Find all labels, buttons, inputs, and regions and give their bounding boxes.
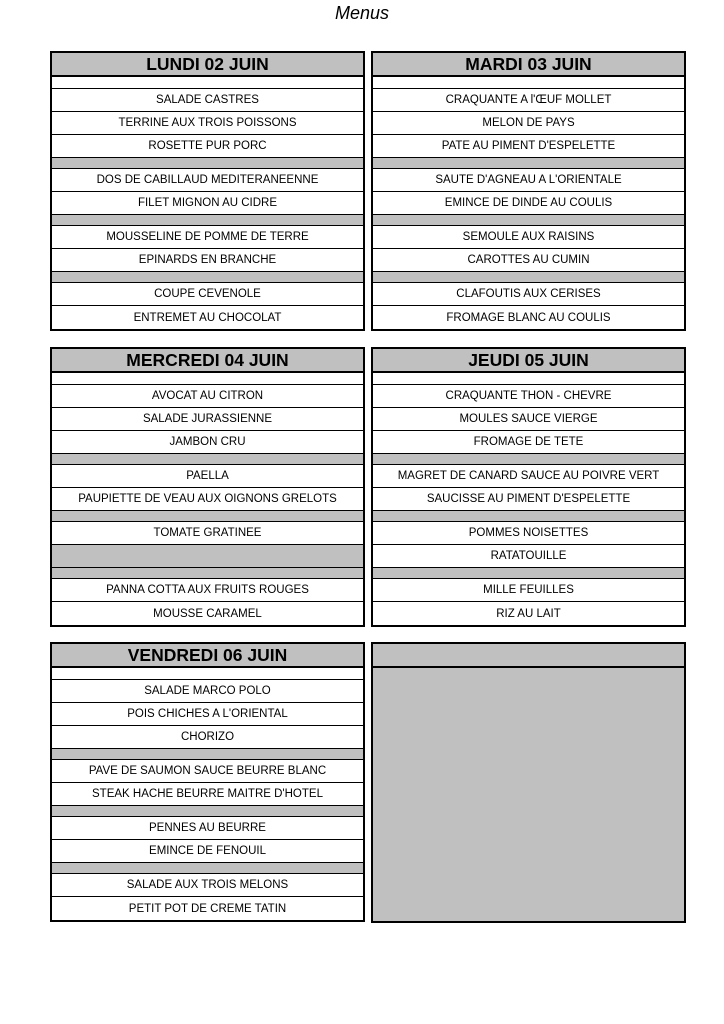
menu-item: MOULES SAUCE VIERGE bbox=[373, 408, 684, 431]
menu-item: JAMBON CRU bbox=[52, 431, 363, 454]
menu-item: FROMAGE BLANC AU COULIS bbox=[446, 311, 611, 324]
menu-item: CRAQUANTE A l'ŒUF MOLLET bbox=[373, 89, 684, 112]
course-separator bbox=[373, 568, 684, 579]
menu-item: RATATOUILLE bbox=[373, 545, 684, 568]
menu-item: DOS DE CABILLAUD MEDITERANEENNE bbox=[52, 169, 363, 192]
day-title: MARDI 03 JUIN bbox=[373, 53, 684, 77]
menu-rows bbox=[373, 385, 684, 625]
page-title: Menus bbox=[334, 3, 390, 23]
day-title: LUNDI 02 JUIN bbox=[52, 53, 363, 77]
menu-item: SAUTE D'AGNEAU A L'ORIENTALE bbox=[373, 169, 684, 192]
course-separator bbox=[373, 215, 684, 226]
course-separator bbox=[373, 511, 684, 522]
day-spacer bbox=[52, 668, 363, 680]
menu-item: MOUSSE CARAMEL bbox=[153, 607, 262, 620]
menu-item: PANNA COTTA AUX FRUITS ROUGES bbox=[52, 579, 363, 602]
menu-item: PENNES AU BEURRE bbox=[52, 817, 363, 840]
menu-item: PATE AU PIMENT D'ESPELETTE bbox=[373, 135, 684, 158]
day-title: VENDREDI 06 JUIN bbox=[52, 644, 363, 668]
day-block-tuesday bbox=[371, 51, 686, 331]
menu-item: EMINCE DE FENOUIL bbox=[52, 840, 363, 863]
menu-item: CRAQUANTE THON - CHEVRE bbox=[373, 385, 684, 408]
menu-rows bbox=[52, 89, 363, 329]
menu-item: MELON DE PAYS bbox=[373, 112, 684, 135]
menu-item: SEMOULE AUX RAISINS bbox=[373, 226, 684, 249]
menu-item: TOMATE GRATINEE bbox=[52, 522, 363, 545]
menu-item: SAUCISSE AU PIMENT D'ESPELETTE bbox=[373, 488, 684, 511]
course-separator bbox=[52, 806, 363, 817]
day-block-thursday bbox=[371, 347, 686, 627]
menu-item: EPINARDS EN BRANCHE bbox=[52, 249, 363, 272]
empty-day-header bbox=[373, 644, 684, 668]
menu-item: MAGRET DE CANARD SAUCE AU POIVRE VERT bbox=[373, 465, 684, 488]
day-block-monday bbox=[50, 51, 365, 331]
menu-item: PAELLA bbox=[52, 465, 363, 488]
menu-item: FROMAGE DE TETE bbox=[373, 431, 684, 454]
menu-item: CAROTTES AU CUMIN bbox=[373, 249, 684, 272]
menu-item: STEAK HACHE BEURRE MAITRE D'HOTEL bbox=[52, 783, 363, 806]
menu-item: MILLE FEUILLES bbox=[373, 579, 684, 602]
day-title: JEUDI 05 JUIN bbox=[373, 349, 684, 373]
menu-rows bbox=[373, 89, 684, 329]
menu-item: POMMES NOISETTES bbox=[373, 522, 684, 545]
menu-item: MOUSSELINE DE POMME DE TERRE bbox=[52, 226, 363, 249]
course-separator bbox=[373, 454, 684, 465]
course-separator bbox=[52, 749, 363, 760]
menu-item: TERRINE AUX TROIS POISSONS bbox=[52, 112, 363, 135]
course-separator bbox=[52, 454, 363, 465]
menu-item: PETIT POT DE CREME TATIN bbox=[128, 902, 287, 915]
day-spacer bbox=[373, 668, 684, 679]
day-spacer bbox=[373, 77, 684, 89]
course-separator bbox=[52, 272, 363, 283]
course-separator bbox=[52, 215, 363, 226]
course-separator bbox=[52, 863, 363, 874]
menu-item: PAUPIETTE DE VEAU AUX OIGNONS GRELOTS bbox=[52, 488, 363, 511]
menu-item: SALADE MARCO POLO bbox=[52, 680, 363, 703]
course-separator bbox=[52, 158, 363, 169]
empty-menu-row bbox=[52, 545, 363, 568]
day-block-wednesday bbox=[50, 347, 365, 627]
menu-item: POIS CHICHES A L'ORIENTAL bbox=[52, 703, 363, 726]
day-spacer bbox=[373, 373, 684, 385]
menu-item: FILET MIGNON AU CIDRE bbox=[52, 192, 363, 215]
menu-item: SALADE JURASSIENNE bbox=[52, 408, 363, 431]
menu-rows bbox=[52, 385, 363, 625]
course-separator bbox=[373, 272, 684, 283]
course-separator bbox=[52, 511, 363, 522]
menu-item: SALADE AUX TROIS MELONS bbox=[52, 874, 363, 897]
menu-item: PAVE DE SAUMON SAUCE BEURRE BLANC bbox=[52, 760, 363, 783]
day-block-friday bbox=[50, 642, 365, 922]
course-separator bbox=[52, 568, 363, 579]
menu-item: SALADE CASTRES bbox=[52, 89, 363, 112]
menu-rows bbox=[52, 680, 363, 920]
menu-item: AVOCAT AU CITRON bbox=[52, 385, 363, 408]
menu-item: RIZ AU LAIT bbox=[496, 607, 561, 620]
empty-day-block bbox=[371, 642, 686, 923]
day-spacer bbox=[52, 373, 363, 385]
course-separator bbox=[373, 158, 684, 169]
day-title: MERCREDI 04 JUIN bbox=[52, 349, 363, 373]
menu-item: CLAFOUTIS AUX CERISES bbox=[373, 283, 684, 306]
menu-item: COUPE CEVENOLE bbox=[52, 283, 363, 306]
menu-item: EMINCE DE DINDE AU COULIS bbox=[373, 192, 684, 215]
day-spacer bbox=[52, 77, 363, 89]
menu-item: ENTREMET AU CHOCOLAT bbox=[133, 311, 282, 324]
menu-item: ROSETTE PUR PORC bbox=[52, 135, 363, 158]
menu-item: CHORIZO bbox=[52, 726, 363, 749]
